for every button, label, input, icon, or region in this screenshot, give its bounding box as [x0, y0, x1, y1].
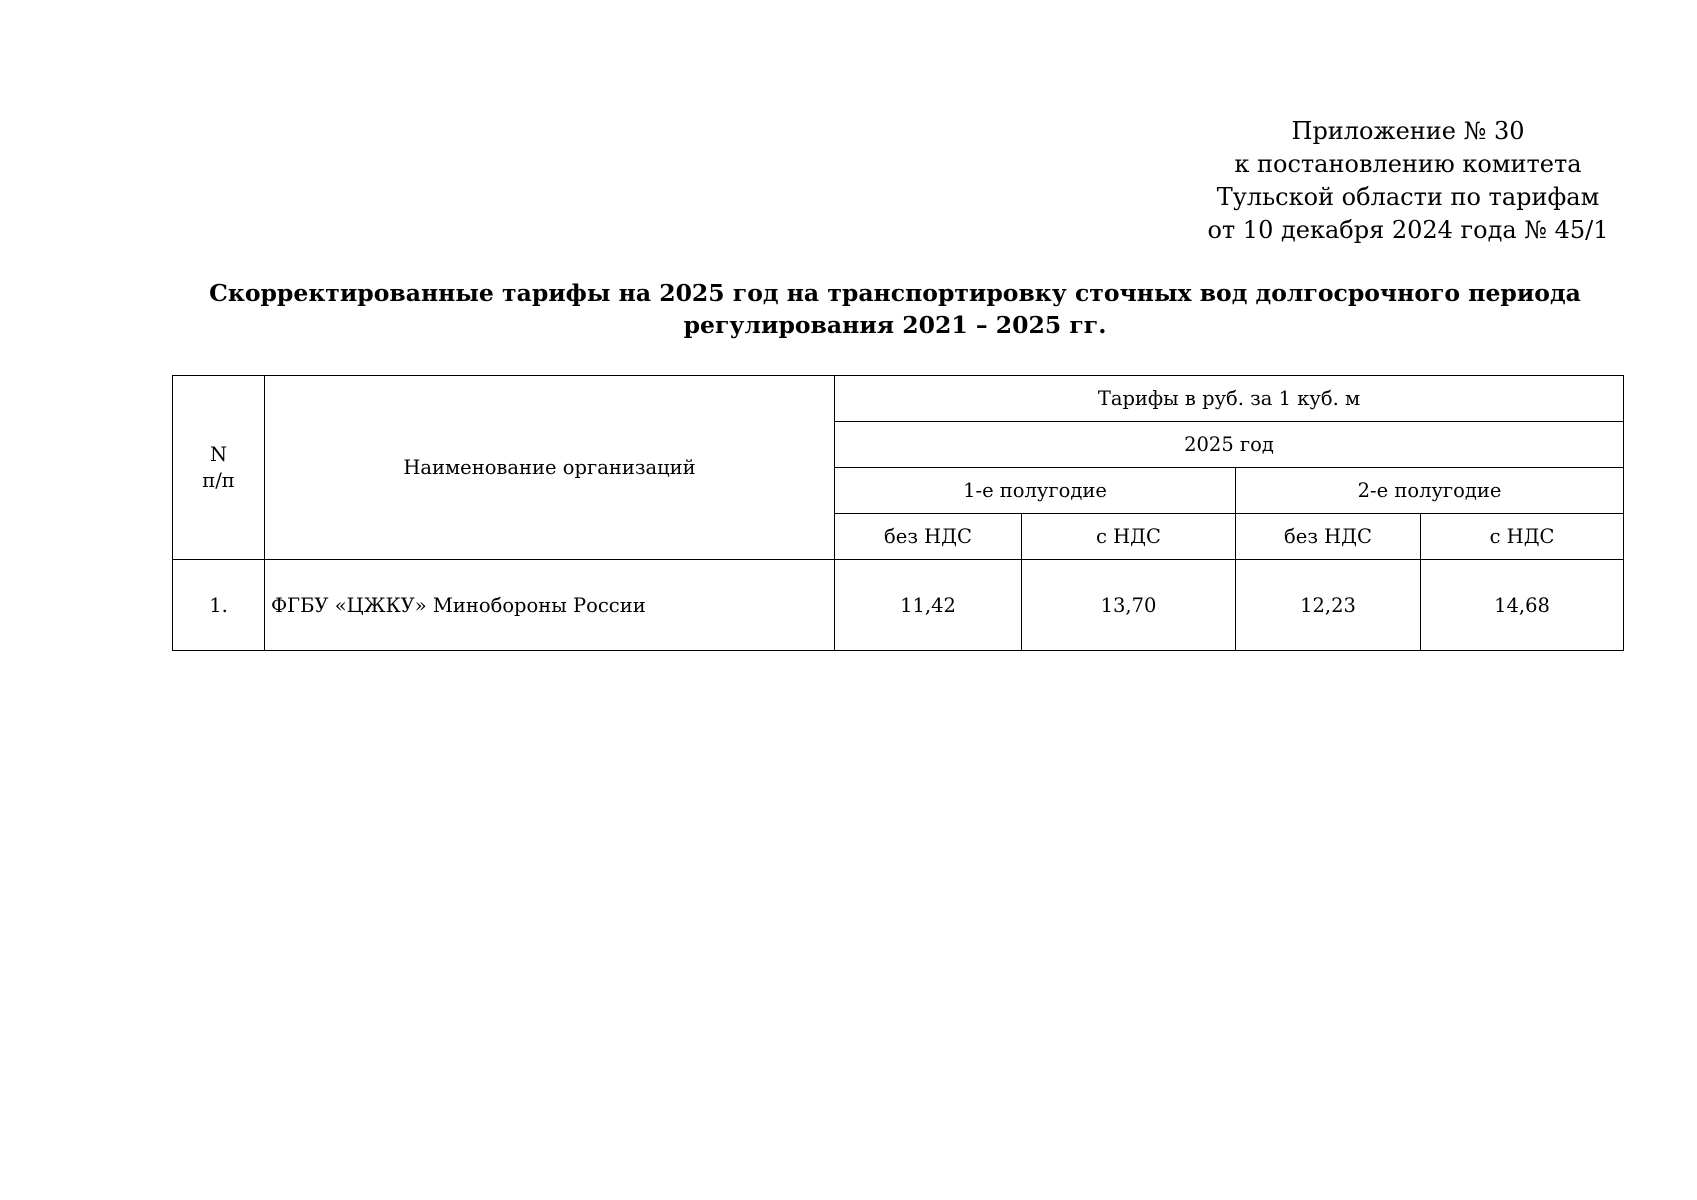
title-line-2: регулирования 2021 – 2025 гг.: [683, 311, 1107, 339]
header-h2-without-vat: без НДС: [1236, 514, 1421, 560]
appendix-line-2: к постановлению комитета: [1234, 150, 1582, 178]
header-half1-cell: 1-е полугодие: [835, 468, 1236, 514]
header-tariffs-cell: Тарифы в руб. за 1 куб. м: [835, 376, 1624, 422]
document-title: [172, 277, 1618, 341]
header-row-1: [173, 376, 1624, 422]
header-h1-with-vat: с НДС: [1022, 514, 1236, 560]
row-h2-with-vat-cell: 14,68: [1421, 560, 1624, 651]
appendix-line-3: Тульской области по тарифам: [1216, 183, 1600, 211]
row-number-cell: 1.: [173, 560, 265, 651]
appendix-line-1: Приложение № 30: [1291, 117, 1525, 145]
header-organization-cell: Наименование организаций: [265, 376, 835, 560]
header-number-line-1: N: [209, 442, 228, 466]
header-year-cell: 2025 год: [835, 422, 1624, 468]
header-h2-with-vat: с НДС: [1421, 514, 1624, 560]
header-number-line-2: п/п: [202, 468, 235, 492]
table-row: [173, 560, 1624, 651]
row-h2-without-vat-cell: 12,23: [1236, 560, 1421, 651]
tariffs-table: [172, 375, 1624, 651]
header-number-cell: [173, 376, 265, 560]
row-h1-with-vat-cell: 13,70: [1022, 560, 1236, 651]
row-organization-cell: ФГБУ «ЦЖКУ» Минобороны России: [265, 560, 835, 651]
row-h1-without-vat-cell: 11,42: [835, 560, 1022, 651]
header-h1-without-vat: без НДС: [835, 514, 1022, 560]
header-half2-cell: 2-е полугодие: [1236, 468, 1624, 514]
title-line-1: Скорректированные тарифы на 2025 год на транспортировку сточных вод долгосрочного периода: [209, 279, 1581, 307]
appendix-block: [1198, 115, 1618, 247]
appendix-line-4: от 10 декабря 2024 года № 45/1: [1207, 216, 1609, 244]
